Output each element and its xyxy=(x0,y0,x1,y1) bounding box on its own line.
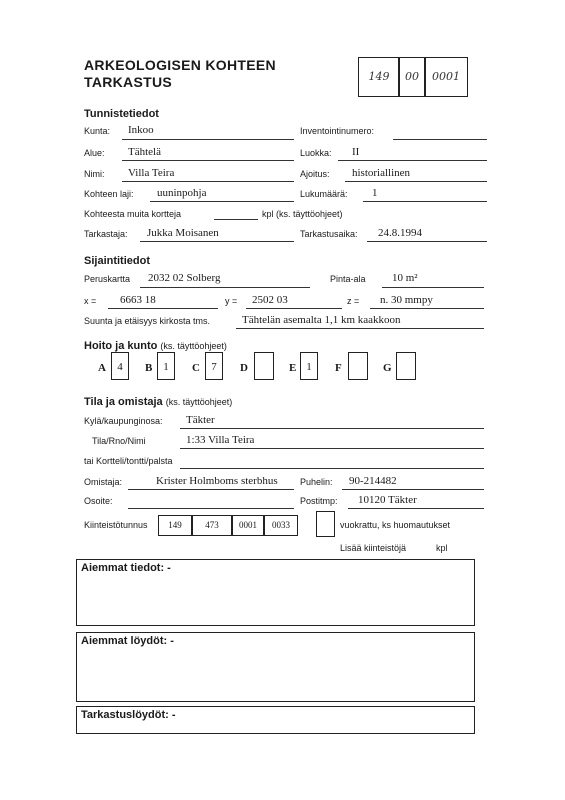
ajoitus-label: Ajoitus: xyxy=(300,169,330,179)
section-heading-tila xyxy=(84,396,232,408)
omistaja-value: Krister Holmboms sterbhus xyxy=(156,475,278,487)
luokka-label: Luokka: xyxy=(300,148,332,158)
ajoitus-value: historiallinen xyxy=(352,167,411,179)
id-box-series-value: 00 xyxy=(405,70,419,83)
nimi-line xyxy=(122,181,294,182)
luokka-value: II xyxy=(352,146,360,158)
z-value: n. 30 mmpy xyxy=(380,294,433,306)
ajoitus-line xyxy=(345,181,487,182)
lukumaara-label: Lukumäärä: xyxy=(300,189,348,199)
kiinteistotunnus-value-3: 0001 xyxy=(239,520,257,530)
section-heading-sijaintitiedot: Sijaintitiedot xyxy=(84,255,150,267)
osoite-line xyxy=(128,508,294,509)
pinta-ala-value: 10 m² xyxy=(392,272,418,284)
form-title-line1: ARKEOLOGISEN KOHTEEN xyxy=(84,57,276,73)
kunta-value: Inkoo xyxy=(128,124,154,136)
grade-d-box xyxy=(254,352,274,380)
alue-value: Tähtelä xyxy=(128,146,161,158)
tila-note: (ks. täyttöohjeet) xyxy=(165,397,233,407)
tila-rno-label: Tila/Rno/Nimi xyxy=(92,436,146,446)
x-label: x = xyxy=(84,296,97,306)
inventointinumero-line xyxy=(393,139,487,140)
z-line xyxy=(370,308,484,309)
pinta-ala-label: Pinta-ala xyxy=(330,274,366,284)
id-box-number-value: 0001 xyxy=(432,70,460,83)
kohteen-laji-label: Kohteen laji: xyxy=(84,189,134,199)
tarkastusloydot-label: Tarkastuslöydöt: - xyxy=(81,709,176,721)
grade-e-box xyxy=(300,352,318,380)
suunta-line xyxy=(236,328,484,329)
grade-e-value: 1 xyxy=(306,361,312,373)
hoito-heading: Hoito ja kunto xyxy=(84,340,158,352)
section-heading-tunnistetiedot: Tunnistetiedot xyxy=(84,108,159,120)
tarkastusaika-label: Tarkastusaika: xyxy=(300,229,358,239)
tarkastaja-label: Tarkastaja: xyxy=(84,229,128,239)
muut-kortit-line xyxy=(214,219,258,220)
grade-g-letter: G xyxy=(383,362,392,374)
hoito-note: (ks. täyttöohjeet) xyxy=(160,341,227,351)
osoite-label: Osoite: xyxy=(84,496,113,506)
form-title-line2: TARKASTUS xyxy=(84,74,172,90)
kiinteistotunnus-box-3 xyxy=(232,515,264,536)
kiinteistotunnus-value-1: 149 xyxy=(168,520,182,530)
aiemmat-tiedot-box xyxy=(76,559,475,626)
nimi-label: Nimi: xyxy=(84,169,105,179)
kortteli-label: tai Kortteli/tontti/palsta xyxy=(84,456,173,466)
grade-f-box xyxy=(348,352,368,380)
grade-e-letter: E xyxy=(289,362,297,374)
peruskartta-value: 2032 02 Solberg xyxy=(148,272,221,284)
lisaa-kpl-label: kpl xyxy=(436,543,448,553)
kiinteistotunnus-box-2 xyxy=(192,515,232,536)
x-value: 6663 18 xyxy=(120,294,156,306)
id-box-number xyxy=(424,57,468,97)
x-line xyxy=(108,308,218,309)
id-box-municipality-value: 149 xyxy=(368,70,390,83)
kiinteistotunnus-box-1 xyxy=(158,515,192,536)
kyla-line xyxy=(180,428,484,429)
puhelin-value: 90-214482 xyxy=(349,475,397,487)
kiinteistotunnus-value-2: 473 xyxy=(205,520,219,530)
vuokrattu-checkbox xyxy=(316,511,335,537)
tila-heading: Tila ja omistaja xyxy=(84,396,163,408)
kohteen-laji-value: uuninpohja xyxy=(157,187,207,199)
id-box-municipality xyxy=(358,57,400,97)
grade-c-box xyxy=(205,352,223,380)
z-label: z = xyxy=(347,296,360,306)
aiemmat-loydot-label: Aiemmat löydöt: - xyxy=(81,635,174,647)
kiinteistotunnus-label: Kiinteistötunnus xyxy=(84,520,148,530)
puhelin-label: Puhelin: xyxy=(300,477,333,487)
section-heading-hoito xyxy=(84,340,227,352)
puhelin-line xyxy=(342,489,484,490)
lukumaara-value: 1 xyxy=(372,187,378,199)
lukumaara-line xyxy=(363,201,487,202)
kortteli-line xyxy=(180,468,484,469)
kunta-label: Kunta: xyxy=(84,126,111,136)
grade-d-letter: D xyxy=(240,362,248,374)
id-box-series xyxy=(398,57,426,97)
aiemmat-loydot-box xyxy=(76,632,475,702)
postitmp-value: 10120 Täkter xyxy=(358,494,417,506)
kiinteistotunnus-box-4 xyxy=(264,515,298,536)
luokka-line xyxy=(338,160,487,161)
grade-b-letter: B xyxy=(145,362,153,374)
grade-f-letter: F xyxy=(335,362,342,374)
kunta-line xyxy=(122,139,294,140)
omistaja-label: Omistaja: xyxy=(84,477,123,487)
grade-c-value: 7 xyxy=(211,361,217,373)
peruskartta-label: Peruskartta xyxy=(84,274,131,284)
tarkastusaika-value: 24.8.1994 xyxy=(378,227,422,239)
alue-label: Alue: xyxy=(84,148,105,158)
lisaa-kiinteistoja-label: Lisää kiinteistöjä xyxy=(340,543,407,553)
y-line xyxy=(246,308,342,309)
muut-kortit-label: Kohteesta muita kortteja xyxy=(84,209,182,219)
postitmp-label: Postitmp: xyxy=(300,496,338,506)
y-value: 2502 03 xyxy=(252,294,288,306)
tarkastusloydot-box xyxy=(76,706,475,734)
peruskartta-line xyxy=(140,287,310,288)
suunta-value: Tähtelän asemalta 1,1 km kaakkoon xyxy=(242,314,401,326)
suunta-label: Suunta ja etäisyys kirkosta tms. xyxy=(84,316,211,326)
grade-b-box xyxy=(157,352,175,380)
alue-line xyxy=(122,160,294,161)
inventointinumero-label: Inventointinumero: xyxy=(300,126,375,136)
muut-kortit-suffix: kpl (ks. täyttöohjeet) xyxy=(262,209,343,219)
grade-a-box xyxy=(111,352,129,380)
omistaja-line xyxy=(128,489,294,490)
y-label: y = xyxy=(225,296,238,306)
kyla-value: Täkter xyxy=(186,414,215,426)
pinta-ala-line xyxy=(382,287,484,288)
grade-b-value: 1 xyxy=(163,361,169,373)
postitmp-line xyxy=(348,508,484,509)
tila-rno-value: 1:33 Villa Teira xyxy=(186,434,255,446)
tarkastusaika-line xyxy=(367,241,487,242)
kohteen-laji-line xyxy=(150,201,294,202)
grade-c-letter: C xyxy=(192,362,200,374)
nimi-value: Villa Teira xyxy=(128,167,175,179)
aiemmat-tiedot-label: Aiemmat tiedot: - xyxy=(81,562,171,574)
tila-rno-line xyxy=(180,448,484,449)
grade-a-letter: A xyxy=(98,362,106,374)
kyla-label: Kylä/kaupunginosa: xyxy=(84,416,163,426)
tarkastaja-line xyxy=(140,241,294,242)
vuokrattu-label: vuokrattu, ks huomautukset xyxy=(340,520,451,530)
kiinteistotunnus-value-4: 0033 xyxy=(272,520,290,530)
grade-a-value: 4 xyxy=(117,361,123,373)
grade-g-box xyxy=(396,352,416,380)
tarkastaja-value: Jukka Moisanen xyxy=(147,227,219,239)
